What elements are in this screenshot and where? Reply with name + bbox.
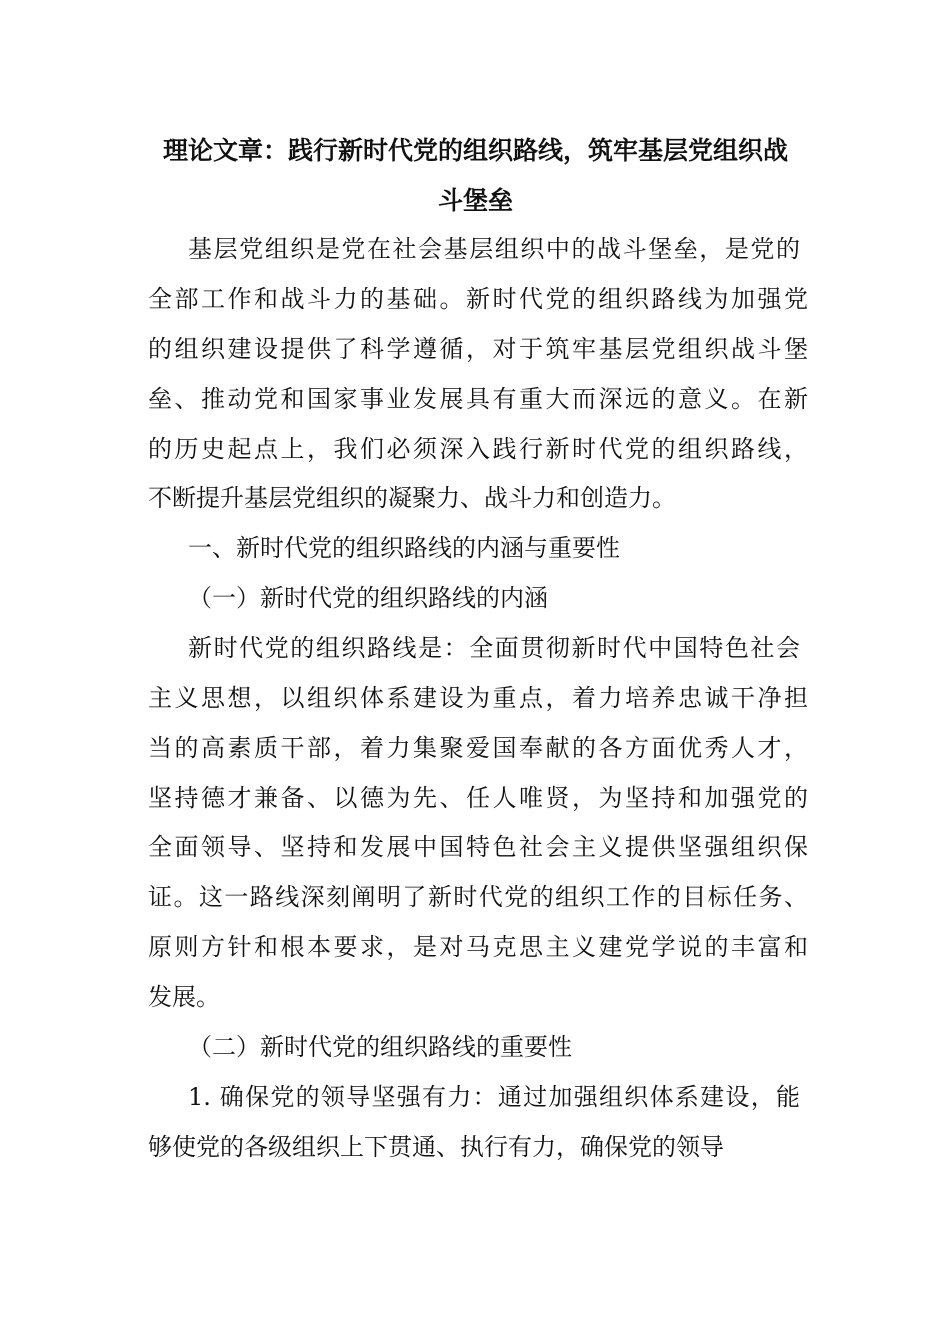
- body-line-14: 发展。: [148, 983, 220, 1011]
- body-line-15: 1. 确保党的领导坚强有力：通过加强组织体系建设，能: [188, 1083, 800, 1111]
- title-line-2: 斗堡垒: [437, 186, 513, 215]
- section-heading-1: 一、新时代党的组织路线的内涵与重要性: [188, 534, 620, 562]
- body-line-3: 的组织建设提供了科学遵循，对于筑牢基层党组织战斗堡: [148, 335, 808, 363]
- body-line-1: 基层党组织是党在社会基层组织中的战斗堡垒，是党的: [188, 235, 800, 263]
- subsection-heading-1: （一）新时代党的组织路线的内涵: [188, 584, 548, 612]
- body-line-7: 新时代党的组织路线是：全面贯彻新时代中国特色社会: [188, 634, 800, 662]
- document-title: [148, 126, 803, 226]
- subsection-heading-2: （二）新时代党的组织路线的重要性: [188, 1033, 572, 1061]
- body-line-8: 主义思想，以组织体系建设为重点，着力培养忠诚干净担: [148, 684, 808, 712]
- body-line-6: 不断提升基层党组织的凝聚力、战斗力和创造力。: [148, 484, 676, 512]
- body-line-5: 的历史起点上，我们必须深入践行新时代党的组织路线，: [148, 435, 808, 463]
- body-line-11: 全面领导、坚持和发展中国特色社会主义提供坚强组织保: [148, 833, 808, 861]
- body-line-13: 原则方针和根本要求，是对马克思主义建党学说的丰富和: [148, 933, 808, 961]
- body-line-16: 够使党的各级组织上下贯通、执行有力，确保党的领导: [148, 1133, 724, 1161]
- body-line-4: 垒、推动党和国家事业发展具有重大而深远的意义。在新: [148, 385, 808, 413]
- body-line-12: 证。这一路线深刻阐明了新时代党的组织工作的目标任务、: [148, 883, 808, 911]
- body-line-2: 全部工作和战斗力的基础。新时代党的组织路线为加强党: [148, 285, 808, 313]
- body-line-9: 当的高素质干部，着力集聚爱国奉献的各方面优秀人才，: [148, 734, 808, 762]
- body-line-10: 坚持德才兼备、以德为先、任人唯贤，为坚持和加强党的: [148, 784, 808, 812]
- title-line-1: 理论文章：践行新时代党的组织路线，筑牢基层党组织战: [162, 136, 788, 165]
